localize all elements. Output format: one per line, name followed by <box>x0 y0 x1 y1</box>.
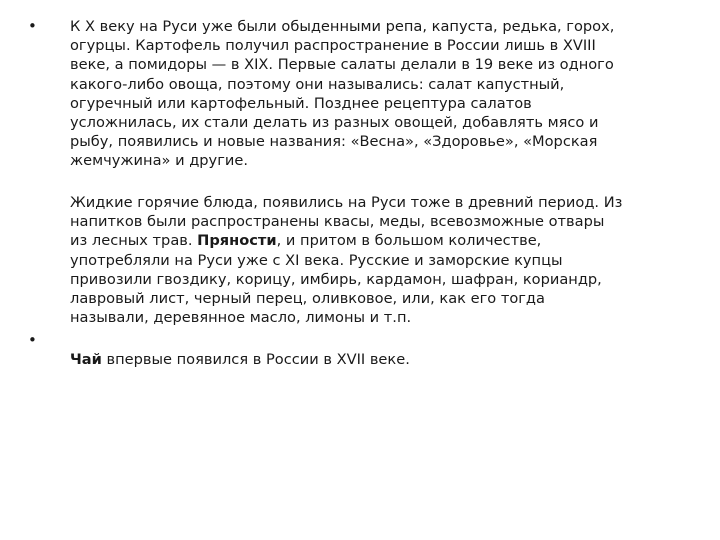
bold-term-tea: Чай <box>70 351 102 368</box>
paragraph-line: напитков были распространены квасы, меды, всевозможные отвары <box>70 213 605 231</box>
bullet-marker: • <box>28 17 37 35</box>
paragraph-line: называли, деревянное масло, лимоны и т.п. <box>70 309 412 327</box>
text-segment: , и притом в большом количестве, <box>276 232 542 250</box>
bullet-marker: • <box>28 331 37 349</box>
paragraph-line: привозили гвоздику, корицу, имбирь, кардамон, шафран, кориандр, <box>70 270 602 288</box>
paragraph-line: какого-либо овоща, поэтому они назывались: салат капустный, <box>70 75 565 93</box>
paragraph-line: употребляли на Руси уже с XI века. Русские и заморские купцы <box>70 251 563 269</box>
paragraph-line: Жидкие горячие блюда, появились на Руси тоже в древний период. Из <box>70 194 623 211</box>
paragraph-vegetables <box>70 17 700 171</box>
paragraph-line: рыбу, появились и новые названия: «Весна», «Здоровье», «Морская <box>70 133 598 151</box>
text-segment: из лесных трав. <box>70 232 198 250</box>
paragraph-drinks-spices <box>70 193 700 327</box>
paragraph-line: жемчужина» и другие. <box>70 152 248 170</box>
paragraph-line: веке, а помидоры — в XIX. Первые салаты делали в 19 веке из одного <box>70 56 614 74</box>
paragraph-line: огуречный или картофельный. Позднее рецептура салатов <box>70 94 532 112</box>
paragraph-line: лавровый лист, черный перец, оливковое, или, как его тогда <box>70 289 545 307</box>
paragraph-line: огурцы. Картофель получил распространение в России лишь в XVIII <box>70 37 596 55</box>
paragraph-line <box>70 231 700 250</box>
paragraph-tea <box>70 350 700 369</box>
paragraph-line: усложнилась, их стали делать из разных овощей, добавлять мясо и <box>70 113 599 131</box>
paragraph-line: К X веку на Руси уже были обыденными репа, капуста, редька, горох, <box>70 18 615 35</box>
paragraph-line <box>70 350 700 369</box>
text-segment: впервые появился в России в XVII веке. <box>101 351 410 368</box>
bold-term-spices: Пряности <box>197 232 277 250</box>
